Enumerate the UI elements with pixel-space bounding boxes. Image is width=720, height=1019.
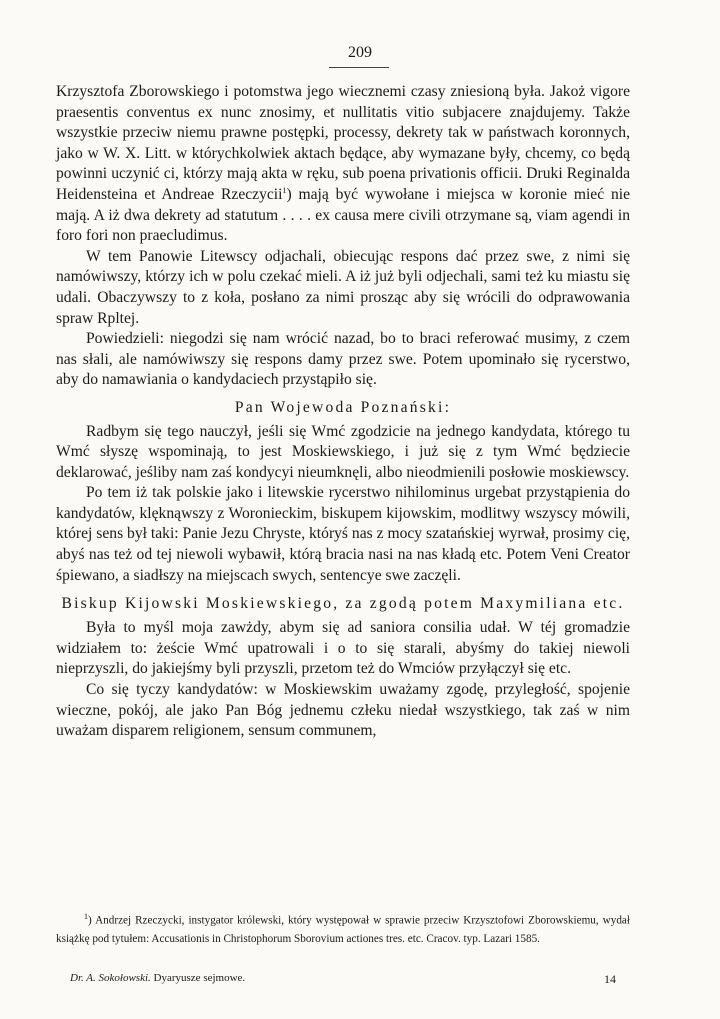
paragraph-litewscy: W tem Panowie Litewscy odjachali, obiecując respons dać przez swe, z nimi się namówiwszy, którzy ich w polu czekać mieli. A iż już byli odjechali, sami też ku miastu się udali. Obaczywszy to z koła, posłano za nimi prosząc aby się wrócili do odprawowania spraw Rpltej. xyxy=(56,247,630,327)
heading-biskup-kijowski: Biskup Kijowski Moskiewskiego, za zgodą potem Maxymiliana etc. xyxy=(61,595,625,613)
paragraph-vigore-end: ) mają być wywołane i miejsca w koronie mieć nie mają. A iż dwa dekrety ad statutum . . . . ex causa mere civili otrzymane są, viam agendi in foro fori non praecludimus. xyxy=(56,185,630,245)
paragraph-radbym: Radbym się tego nauczył, jeśli się Wmć zgodzicie na jednego kandydata, którego tu Wmć słyszę wspominają, to jest Moskiewskiego, i już się z tym Wmć będziecie deklarować, jeśliby nam zaś kondycyi nieumknęli, albo nieodmienili posłowie moskiewscy. xyxy=(56,422,630,481)
paragraph-vigore: Jakoż vigore praesentis conventus ex nunc znosimy, et nullitatis vitio subjacere znajdujemy. Także wszystkie przeciw niemu prawne postępki, processy, dekrety tak w państwach koronnych, jako w W. X. Litt. w którychkolwiek aktach będące, aby wymazane były, chcemy, co będą powinni uczynić ci, którzy mają akta w ręku, sub poena privationis officii. Druki Reginalda Heidensteina et Andreae Rzeczycii xyxy=(56,83,630,203)
paragraph-co-sie: Co się tyczy kandydatów: w Moskiewskim uważamy zgodę, przyległość, spojenie wieczne, pokój, ale jako Pan Bóg jednemu człeku niedał wszystkiego, tak zaś w nim uważam disparem religionem, sensum communem, xyxy=(56,681,630,740)
footnote xyxy=(56,908,630,948)
page-number-rule xyxy=(329,67,389,68)
footnote-body: ) Andrzej Rzeczycki, instygator królewski, który występował w sprawie przeciw Krzysztofowi Zborowskiemu, wydał książkę pod tytułem: Accusationis in Christophorum Sborovium actiones tres. etc. Cracov. typ. Lazari 1585. xyxy=(56,914,630,945)
footnote-text xyxy=(56,908,630,948)
main-text xyxy=(56,82,630,742)
footer-title: Dyaryusze sejmowe. xyxy=(153,972,246,984)
paragraph-po-tem: Po tem iż tak polskie jako i litewskie rycerstwo nihilominus urgebat przystąpienia do kandydatów, klęknąwszy z Woronieckim, biskupem kijowskim, modlitwy wszyscy mówili, której sens był taki: Panie Jezu Chryste, któryś nas z mocy szatańskiej wyrwał, prosimy cię, abyś nas też od tej niewoli wybawił, którą bracia nasi na nas kładą etc. Potem Veni Creator śpiewano, a siadłszy na miejscach swych, sentencye swe zaczęli. xyxy=(56,484,630,584)
paragraph-zborowski xyxy=(56,82,630,247)
page-number: 209 xyxy=(348,44,372,61)
footnote-ref: 1 xyxy=(282,185,287,195)
heading-wojewoda-poznanski: Pan Wojewoda Poznański: xyxy=(234,398,452,416)
footer-author: Dr. A. Sokołowski. xyxy=(70,972,151,984)
footer-source xyxy=(70,972,245,987)
paragraph-byla: Była to myśl moja zawżdy, abym się ad saniora consilia udał. W téj gromadzie widziałem to: żeście Wmć upatrowali i o to się starali, abyśmy do takiej niewoli nieprzyszli, do jakiejśmy byli przyszli, przetom też do Wmciów przyłączył się etc. xyxy=(56,619,630,678)
paragraph-powiedzieli: Powiedzieli: niegodzi się nam wrócić nazad, bo to braci referować musimy, z czem nas słali, ale namówiwszy się respons damy przez swe. Potem upominało się rycerstwo, aby do namawiania o kandydaciech przystąpiło się. xyxy=(56,330,630,389)
page-footer xyxy=(70,972,630,987)
footnote-mark: 1 xyxy=(84,912,88,921)
line-continuation: Krzysztofa Zborowskiego i potomstwa jego wiecznemi czasy zniesioną była. xyxy=(56,83,545,100)
signature-mark: 14 xyxy=(604,972,616,986)
